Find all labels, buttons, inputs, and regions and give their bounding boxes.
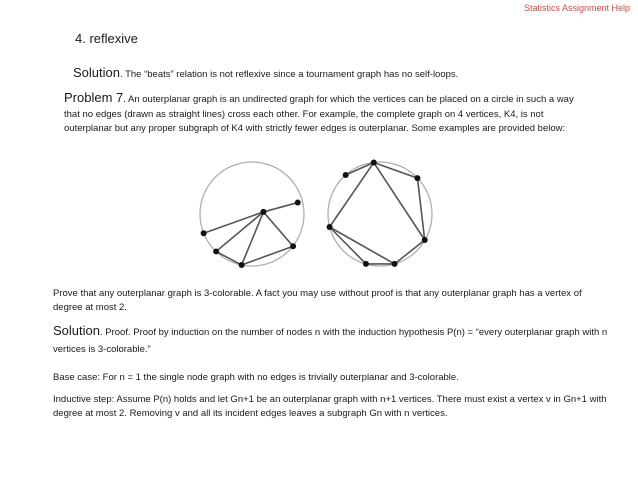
list-item-reflexive: 4. reflexive bbox=[75, 31, 138, 46]
graph-vertex bbox=[392, 261, 398, 267]
right-outerplanar-graph bbox=[327, 160, 432, 267]
graph-vertex bbox=[363, 261, 369, 267]
problem-label: Problem 7 bbox=[64, 90, 124, 105]
problem-text: . An outerplanar graph is an undirected graph for which the vertices can be placed on a circle in such a way that no edges (drawn as straight lines) cross each other. For example, the complete graph on 4 vertices, K4, is not outerplanar but any proper subgraph of K4 with strictly fewer edges is outerplanar. Some examples are provided below: bbox=[64, 94, 574, 134]
graph-vertex bbox=[327, 224, 333, 230]
graph-edge bbox=[242, 212, 264, 265]
graph-vertex bbox=[201, 230, 207, 236]
problem-7 bbox=[64, 91, 574, 137]
graph-edge bbox=[216, 251, 241, 265]
graph-edge bbox=[395, 240, 425, 264]
graph-vertex bbox=[260, 209, 266, 215]
solution-reflexive bbox=[73, 64, 458, 82]
graph-vertex bbox=[295, 200, 301, 206]
header-title: Statistics Assignment Help bbox=[523, 3, 630, 13]
graph-edge bbox=[263, 203, 297, 212]
base-case: Base case: For n = 1 the single node graph with no edges is trivially outerplanar and 3-colorable. bbox=[53, 372, 459, 383]
left-outerplanar-graph bbox=[200, 162, 304, 268]
prove-statement: Prove that any outerplanar graph is 3-colorable. A fact you may use without proof is that any outerplanar graph has a vertex of degree at most 2. bbox=[53, 288, 582, 313]
graph-vertex bbox=[290, 243, 296, 249]
graph-edge bbox=[242, 246, 293, 265]
graph-edge bbox=[374, 163, 425, 240]
solution-label: Solution bbox=[73, 65, 120, 80]
solution-text: . Proof. Proof by induction on the number of nodes n with the induction hypothesis P(n) = “every outerplanar graph with n vertices is 3-colorable.” bbox=[53, 327, 608, 355]
inductive-step: Inductive step: Assume P(n) holds and let Gn+1 be an outerplanar graph with n+1 vertices. There must exist a vertex v in Gn+1 with degree at most 2. Removing v and all its incident edges leaves a subgraph Gn with n vertices. bbox=[53, 394, 607, 419]
solution-text: . The “beats” relation is not reflexive since a tournament graph has no self-loops. bbox=[119, 69, 459, 80]
graph-vertex bbox=[239, 262, 245, 268]
solution-label: Solution bbox=[53, 323, 100, 338]
graph-edge bbox=[216, 212, 263, 252]
graph-vertex bbox=[414, 175, 420, 181]
graph-vertex bbox=[213, 248, 219, 254]
solution-proof bbox=[53, 322, 613, 358]
graph-vertex bbox=[371, 160, 377, 166]
graph-edge bbox=[204, 212, 264, 233]
graph-edge bbox=[263, 212, 293, 246]
graph-vertex bbox=[422, 237, 428, 243]
graph-vertex bbox=[343, 172, 349, 178]
outerplanar-graph-figure bbox=[190, 158, 445, 270]
